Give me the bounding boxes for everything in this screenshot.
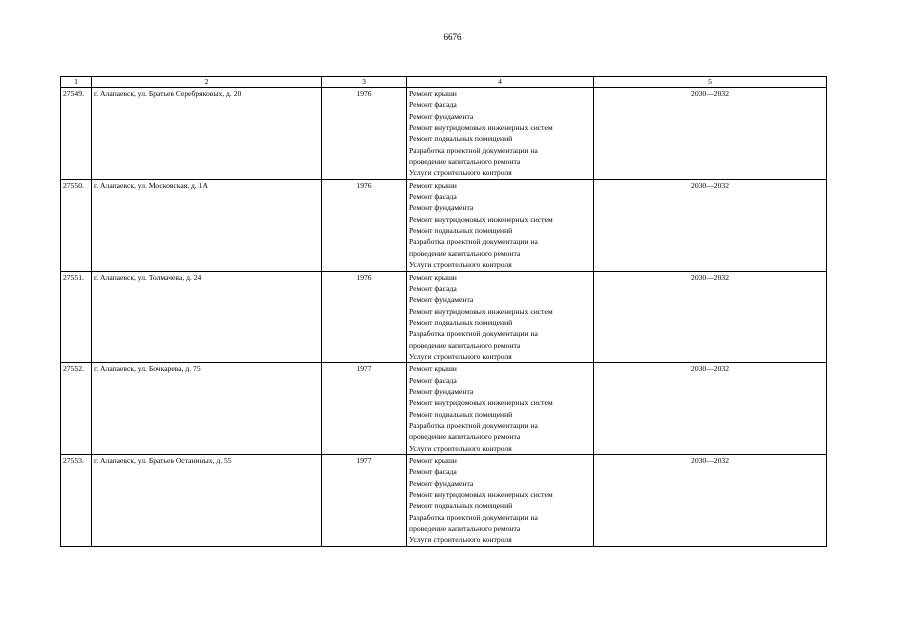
work-item: Услуги строительного контроля bbox=[409, 443, 512, 453]
work-item: Ремонт крыши bbox=[409, 89, 457, 98]
work-item: Ремонт подвальных помещений bbox=[409, 134, 513, 144]
works-cell bbox=[407, 271, 594, 363]
work-item: Ремонт фундамента bbox=[409, 203, 474, 213]
period-cell: 2030—2032 bbox=[594, 363, 827, 455]
work-item: Ремонт фундамента bbox=[409, 295, 474, 305]
work-item: проведение капитального ремонта bbox=[409, 248, 521, 258]
work-item: Услуги строительного контроля bbox=[409, 260, 512, 270]
work-item: Разработка проектной документации на bbox=[409, 237, 538, 247]
work-item: проведение капитального ремонта bbox=[409, 157, 521, 167]
column-header-year: 3 bbox=[322, 77, 407, 88]
year-cell: 1977 bbox=[322, 455, 407, 547]
work-item: Ремонт подвальных помещений bbox=[409, 226, 513, 236]
column-header-number: 1 bbox=[61, 77, 92, 88]
row-number: 27551. bbox=[61, 271, 92, 363]
work-item: Ремонт внутридомовых инженерных систем bbox=[409, 398, 553, 408]
table-row bbox=[61, 271, 827, 363]
work-item: Ремонт крыши bbox=[409, 180, 457, 190]
table-row bbox=[61, 363, 827, 455]
page-number: 6676 bbox=[443, 32, 462, 42]
table-row bbox=[61, 455, 827, 547]
column-header-works: 4 bbox=[407, 77, 594, 88]
address-cell: г. Алапаевск, ул. Московская, д. 1А bbox=[92, 179, 322, 271]
work-item: Ремонт внутридомовых инженерных систем bbox=[409, 123, 553, 133]
work-item: Услуги строительного контроля bbox=[409, 168, 512, 178]
work-item: Ремонт фасада bbox=[409, 375, 457, 385]
work-item: Ремонт фасада bbox=[409, 192, 457, 202]
table-row bbox=[61, 179, 827, 271]
works-cell bbox=[407, 88, 594, 180]
work-item: проведение капитального ремонта bbox=[409, 524, 521, 534]
year-cell: 1976 bbox=[322, 88, 407, 180]
work-item: Ремонт крыши bbox=[409, 364, 457, 374]
work-item: Ремонт внутридомовых инженерных систем bbox=[409, 306, 553, 316]
year-cell: 1976 bbox=[322, 271, 407, 363]
period-cell: 2030—2032 bbox=[594, 88, 827, 180]
work-item: Ремонт подвальных помещений bbox=[409, 317, 513, 327]
row-number: 27549. bbox=[61, 88, 92, 180]
row-number: 27552. bbox=[61, 363, 92, 455]
table-row bbox=[61, 88, 827, 180]
work-item: Ремонт фасада bbox=[409, 283, 457, 293]
repair-registry-table bbox=[60, 76, 827, 547]
work-item: Ремонт подвальных помещений bbox=[409, 409, 513, 419]
work-item: Ремонт подвальных помещений bbox=[409, 501, 513, 511]
work-item: Ремонт внутридомовых инженерных систем bbox=[409, 214, 553, 224]
period-cell: 2030—2032 bbox=[594, 455, 827, 547]
year-cell: 1976 bbox=[322, 179, 407, 271]
row-number: 27553. bbox=[61, 455, 92, 547]
period-cell: 2030—2032 bbox=[594, 179, 827, 271]
column-header-period: 5 bbox=[594, 77, 827, 88]
work-item: Ремонт фундамента bbox=[409, 386, 474, 396]
work-item: Разработка проектной документации на bbox=[409, 145, 538, 155]
work-item: Разработка проектной документации на bbox=[409, 420, 538, 430]
column-header-address: 2 bbox=[92, 77, 322, 88]
address-cell: г. Алапаевск, ул. Братьев Серебряковых, д. 20 bbox=[92, 88, 322, 180]
year-cell: 1977 bbox=[322, 363, 407, 455]
work-item: Ремонт крыши bbox=[409, 456, 457, 465]
work-item: Услуги строительного контроля bbox=[409, 535, 512, 545]
work-item: Ремонт внутридомовых инженерных систем bbox=[409, 490, 553, 500]
address-cell: г. Алапаевск, ул. Бочкарева, д. 75 bbox=[92, 363, 322, 455]
works-cell bbox=[407, 363, 594, 455]
work-item: Разработка проектной документации на bbox=[409, 329, 538, 339]
work-item: проведение капитального ремонта bbox=[409, 340, 521, 350]
work-item: Ремонт крыши bbox=[409, 272, 457, 282]
row-number: 27550. bbox=[61, 179, 92, 271]
address-cell: г. Алапаевск, ул. Толмачева, д. 24 bbox=[92, 271, 322, 363]
works-cell bbox=[407, 179, 594, 271]
work-item: Ремонт фасада bbox=[409, 100, 457, 110]
work-item: Разработка проектной документации на bbox=[409, 512, 538, 522]
address-cell: г. Алапаевск, ул. Братьев Останиных, д. 55 bbox=[92, 455, 322, 547]
work-item: Услуги строительного контроля bbox=[409, 351, 512, 361]
period-cell: 2030—2032 bbox=[594, 271, 827, 363]
work-item: Ремонт фундамента bbox=[409, 478, 474, 488]
works-cell bbox=[407, 455, 594, 547]
work-item: Ремонт фасада bbox=[409, 467, 457, 477]
work-item: Ремонт фундамента bbox=[409, 111, 474, 121]
table-body bbox=[61, 88, 827, 547]
table-header-row bbox=[61, 77, 827, 88]
work-item: проведение капитального ремонта bbox=[409, 432, 521, 442]
